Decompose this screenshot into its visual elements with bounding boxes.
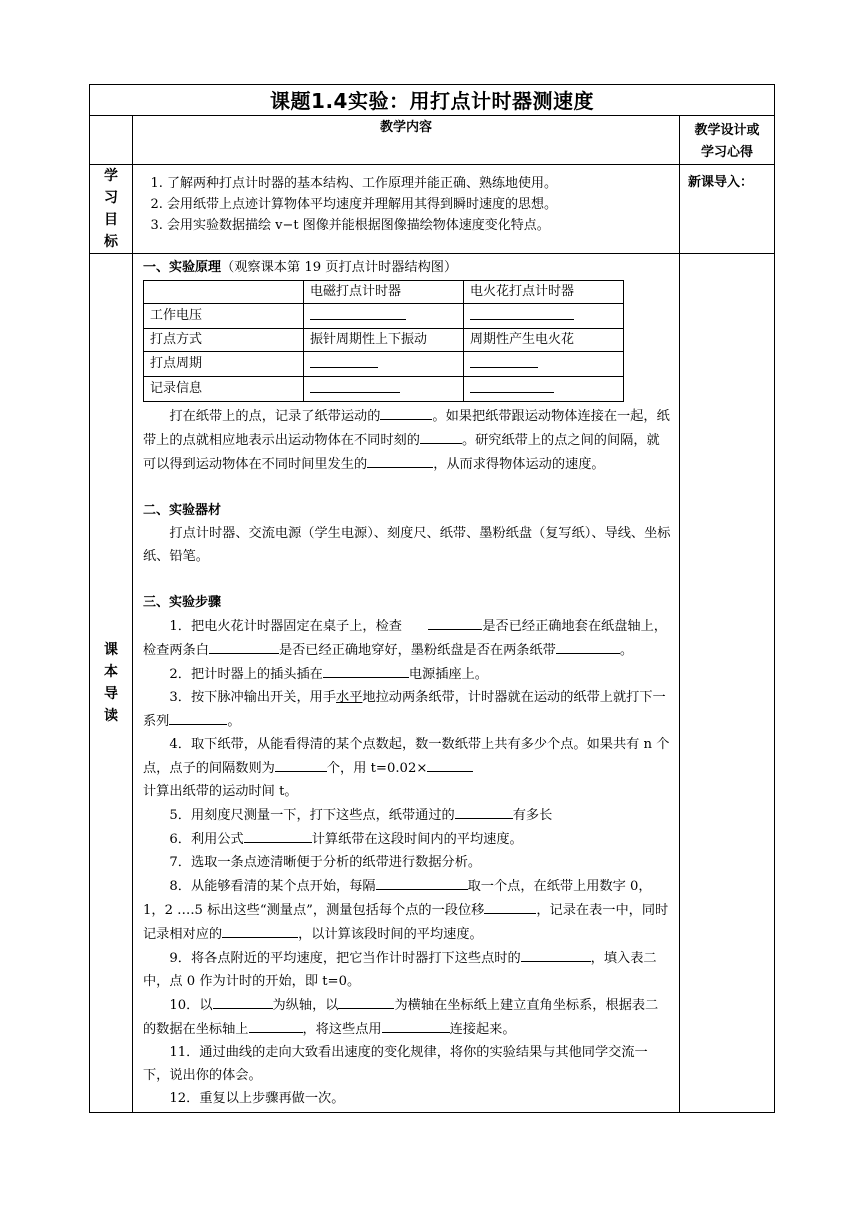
answer-blank[interactable] [470,377,554,393]
step-7: 7．选取一条点迹清晰便于分析的纸带进行数据分析。 [169,855,482,870]
goals-list [147,173,673,236]
answer-blank[interactable] [420,428,462,444]
side-header-line1: 教学设计或 [694,123,760,138]
step-4: 4．取下纸带，从能看得清的某个点数起，数一数纸带上共有多少个点。如果共有 n 个点，点子的间隔数则为 个，用 t=0.02× [143,737,670,776]
answer-blank[interactable] [323,662,409,678]
answer-blank[interactable] [244,827,312,843]
table-cell: 周期性产生电火花 [464,329,624,352]
step-2: 2．把计时器上的插头插在 电源插座上。 [143,662,671,686]
answer-blank[interactable] [428,614,482,630]
step-4-cont: 计算出纸带的运动时间 t。 [143,784,298,799]
table-cell [304,377,464,402]
section3-title: 三、实验步骤 [143,595,222,610]
step-3: 3．按下脉冲输出开关，用手水平地拉动两条纸带，计时器就在运动的纸带上就打下一系列 。 [143,690,666,729]
answer-blank[interactable] [249,1017,303,1033]
section1-title: 一、实验原理 [143,260,222,275]
table-row [144,329,624,352]
answer-blank[interactable] [310,352,378,368]
table-row [144,352,624,377]
equipment-text: 打点计时器、交流电源（学生电源）、刻度尺、纸带、墨粉纸盘（复写纸）、导线、坐标纸、铅笔。 [143,526,671,564]
step-1: 1．把电火花计时器固定在桌子上，检查 是否已经正确地套在纸盘轴上，检查两条白 是否已经正确地穿好，墨粉纸盘是否在两条纸带 。 [143,614,671,662]
lesson-sheet [89,84,774,1113]
answer-blank[interactable] [222,922,298,938]
table-cell [304,304,464,329]
table-row [144,304,624,329]
table-cell: 记录信息 [144,377,304,402]
answer-blank[interactable] [213,993,273,1009]
section2-title: 二、实验器材 [143,503,222,518]
goal-item: 2. 会用纸带上点迹计算物体平均速度并理解用其得到瞬时速度的思想。 [167,194,673,215]
step-5: 5．用刻度尺测量一下，打下这些点，纸带通过的 有多长 [143,803,671,827]
table-header-row [144,281,624,304]
lesson-title: 1.4实验：用打点计时器测速度 [311,89,594,113]
side-header-line2: 学习心得 [700,145,753,160]
table-cell: 工作电压 [144,304,304,329]
answer-blank[interactable] [521,946,591,962]
answer-blank[interactable] [380,404,432,420]
answer-blank[interactable] [556,638,620,654]
answer-blank[interactable] [275,756,327,772]
section1-note: （观察课本第 19 页打点计时器结构图） [221,260,458,275]
table-cell [464,352,624,377]
reading-content [133,254,680,1113]
goal-item: 1. 了解两种打点计时器的基本结构、工作原理并能正确、熟练地使用。 [167,173,673,194]
step-11: 11．通过曲线的走向大致看出速度的变化规律，将你的实验结果与其他同学交流一下，说出你的体会。 [143,1045,648,1083]
principle-paragraph: 打在纸带上的点，记录了纸带运动的 。如果把纸带跟运动物体连接在一起，纸带上的点就相应地表示出运动物体在不同时刻的 。研究纸带上的点之间的间隔，就可以得到运动物体在不同时间里发生的 ，从而求得物体运动的速度。 [143,404,671,476]
answer-blank[interactable] [455,803,513,819]
answer-blank[interactable] [169,709,227,725]
table-cell: 振针周期性上下振动 [304,329,464,352]
answer-blank[interactable] [484,898,536,914]
table-cell: 电火花打点计时器 [464,281,624,304]
answer-blank[interactable] [470,304,574,320]
step-9: 9．将各点附近的平均速度，把它当作计时器打下这些点时的 ，填入表二中，点 0 作为计时的开始，即 t=0。 [143,946,671,993]
reading-row [90,254,775,1113]
answer-blank[interactable] [382,1017,450,1033]
table-cell [464,304,624,329]
step-10: 10．以 为纵轴，以 为横轴在坐标纸上建立直角坐标系，根据表二的数据在坐标轴上 ，将这些点用 连接起来。 [143,993,671,1041]
answer-blank[interactable] [209,638,279,654]
table-cell: 打点周期 [144,352,304,377]
lesson-table [89,84,775,1113]
goal-item: 3. 会用实验数据描绘 v−t 图像并能根据图像描绘物体速度变化特点。 [167,215,673,236]
lesson-label: 课题 [270,89,312,113]
notes-column [680,254,775,1113]
answer-blank[interactable] [367,452,433,468]
goals-row [90,165,775,254]
answer-blank[interactable] [470,352,538,368]
header-row [90,116,775,165]
table-cell [144,281,304,304]
step-8: 8．从能够看清的某个点开始，每隔 取一个点，在纸带上用数字 0，1，2 ….5 标出这些“测量点”，测量包括每个点的一段位移 ，记录在表一中，同时记录相对应的 ，以计算该段时间的平均速度。 [143,874,671,946]
table-row [144,377,624,402]
table-cell: 电磁打点计时器 [304,281,464,304]
answer-blank[interactable] [338,993,394,1009]
step-6: 6．利用公式 计算纸带在这段时间内的平均速度。 [143,827,671,851]
timer-comparison-table [143,280,624,402]
answer-blank[interactable] [376,874,468,890]
reading-label: 课 本 导 读 [90,254,133,1113]
answer-blank[interactable] [310,304,406,320]
table-cell [304,352,464,377]
title-row [90,85,775,116]
underlined-word: 水平 [336,690,363,705]
step-12: 12．重复以上步骤再做一次。 [169,1091,345,1106]
content-header: 教学内容 [379,120,432,135]
answer-blank[interactable] [427,756,473,772]
goals-label: 学 习 目 标 [90,165,133,254]
table-cell [464,377,624,402]
answer-blank[interactable] [310,377,400,393]
table-cell: 打点方式 [144,329,304,352]
goals-content [133,165,680,254]
new-lesson-intro: 新课导入： [680,165,775,254]
